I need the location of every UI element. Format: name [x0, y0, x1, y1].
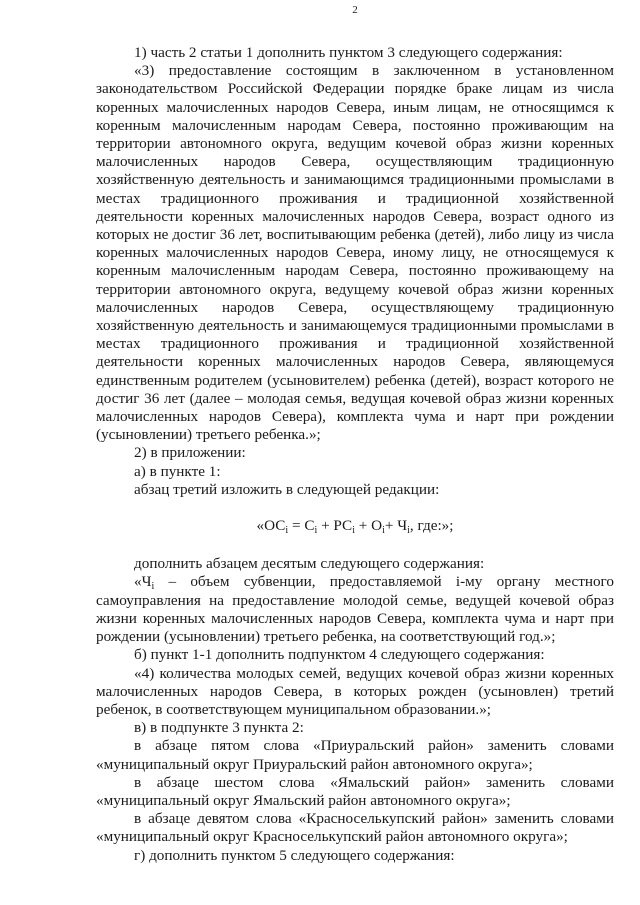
paragraph-appendix: 2) в приложении: [134, 444, 246, 462]
formula-c: = С [288, 517, 315, 535]
formula [96, 517, 614, 535]
paragraph-point1-1: б) пункт 1-1 дополнить подпунктом 4 следующего содержания: [134, 646, 545, 664]
paragraph-abzac-sixth: в абзаце шестом слова «Ямальский район» заменить словами «муниципальный округ Ямальский район автономного округа»; [96, 773, 614, 809]
formula-sub-4: i [382, 525, 385, 537]
ch-symbol: «Ч [134, 573, 152, 591]
paragraph-abzac-third: абзац третий изложить в следующей редакции: [134, 480, 440, 498]
page-number: 2 [352, 4, 358, 16]
document-body [96, 44, 614, 865]
formula-sub-3: i [352, 525, 355, 537]
paragraph-abzac-fifth: в абзаце пятом слова «Приуральский район» заменить словами «муниципальный округ Приуральский район автономного округа»; [96, 737, 614, 773]
paragraph-point5: г) дополнить пунктом 5 следующего содержания: [134, 846, 455, 864]
paragraph-point1: а) в пункте 1: [134, 462, 221, 480]
paragraph-abzac-tenth: дополнить абзацем десятым следующего содержания: [134, 555, 485, 573]
formula-o: + О [354, 517, 383, 535]
formula-pc: + РС [317, 517, 353, 535]
paragraph-ch-definition [96, 573, 614, 646]
paragraph-abzac-ninth: в абзаце девятом слова «Красноселькупский район» заменить словами «муниципальный округ Красноселькупский район автономного округа»; [96, 810, 614, 846]
formula-ch: + Ч [384, 517, 408, 535]
paragraph-amend-part2: 1) часть 2 статьи 1 дополнить пунктом 3 следующего содержания: [134, 44, 563, 61]
formula-tail: , где:»; [409, 517, 454, 535]
ch-definition-text: – объем субвенции, предоставляемой i-му органу местного самоуправления на предоставление молодой семье, ведущей кочевой образ жизни коренных малочисленных народов Севера, комплекта чума и нарт при рождении (усыновлении) третьего ребенка, на соответствующий год.»; [96, 573, 614, 646]
ch-sub: i [151, 581, 155, 593]
paragraph-subpoint4: «4) количества молодых семей, ведущих кочевой образ жизни коренных малочисленных народов Севера, в которых рожден (усыновлен) третий ребенок, в соответствующем муниципальном образовании.»; [96, 664, 614, 718]
paragraph-subpoint3: в) в подпункте 3 пункта 2: [134, 719, 304, 737]
formula-sub-5: i [407, 525, 410, 537]
paragraph-point3-text: «3) предоставление состоящим в заключенном в установленном законодательством Российской Федерации порядке браке лицам из числа коренных малочисленных народов Севера, иным лицам, не относящимся к коренным малочисленным народам Севера, постоянно проживающим на территории автономного округа, ведущим кочевой образ жизни коренных малочисленных народов Севера, осуществляющим традиционную хозяйственную деятельность и занимающимся традиционными промыслами в местах традиционного проживания и традиционной хозяйственной деятельности коренных малочисленных народов Севера, возраст одного из которых не достиг 36 лет, воспитывающим ребенка (детей), либо лицу из числа коренных малочисленных народов Севера, иному лицу, не относящемуся к коренным малочисленным народам Севера, постоянно проживающему на территории автономного округа, ведущему кочевой образ жизни коренных малочисленных народов Севера, осуществляющему традиционную хозяйственную деятельность и занимающемуся традиционными промыслами в местах традиционного проживания и традиционной хозяйственной деятельности коренных малочисленных народов Севера, являющемуся единственным родителем (усыновителем) ребенка (детей), возраст которого не достиг 36 лет (далее – молодая семья, ведущая кочевой образ жизни коренных малочисленных народов Севера), комплекта чума и нарт при рождении (усыновлении) третьего ребенка.»; [96, 62, 614, 444]
formula-oc: «ОС [256, 517, 286, 535]
formula-sub-1: i [285, 525, 289, 537]
formula-sub-2: i [314, 525, 318, 537]
